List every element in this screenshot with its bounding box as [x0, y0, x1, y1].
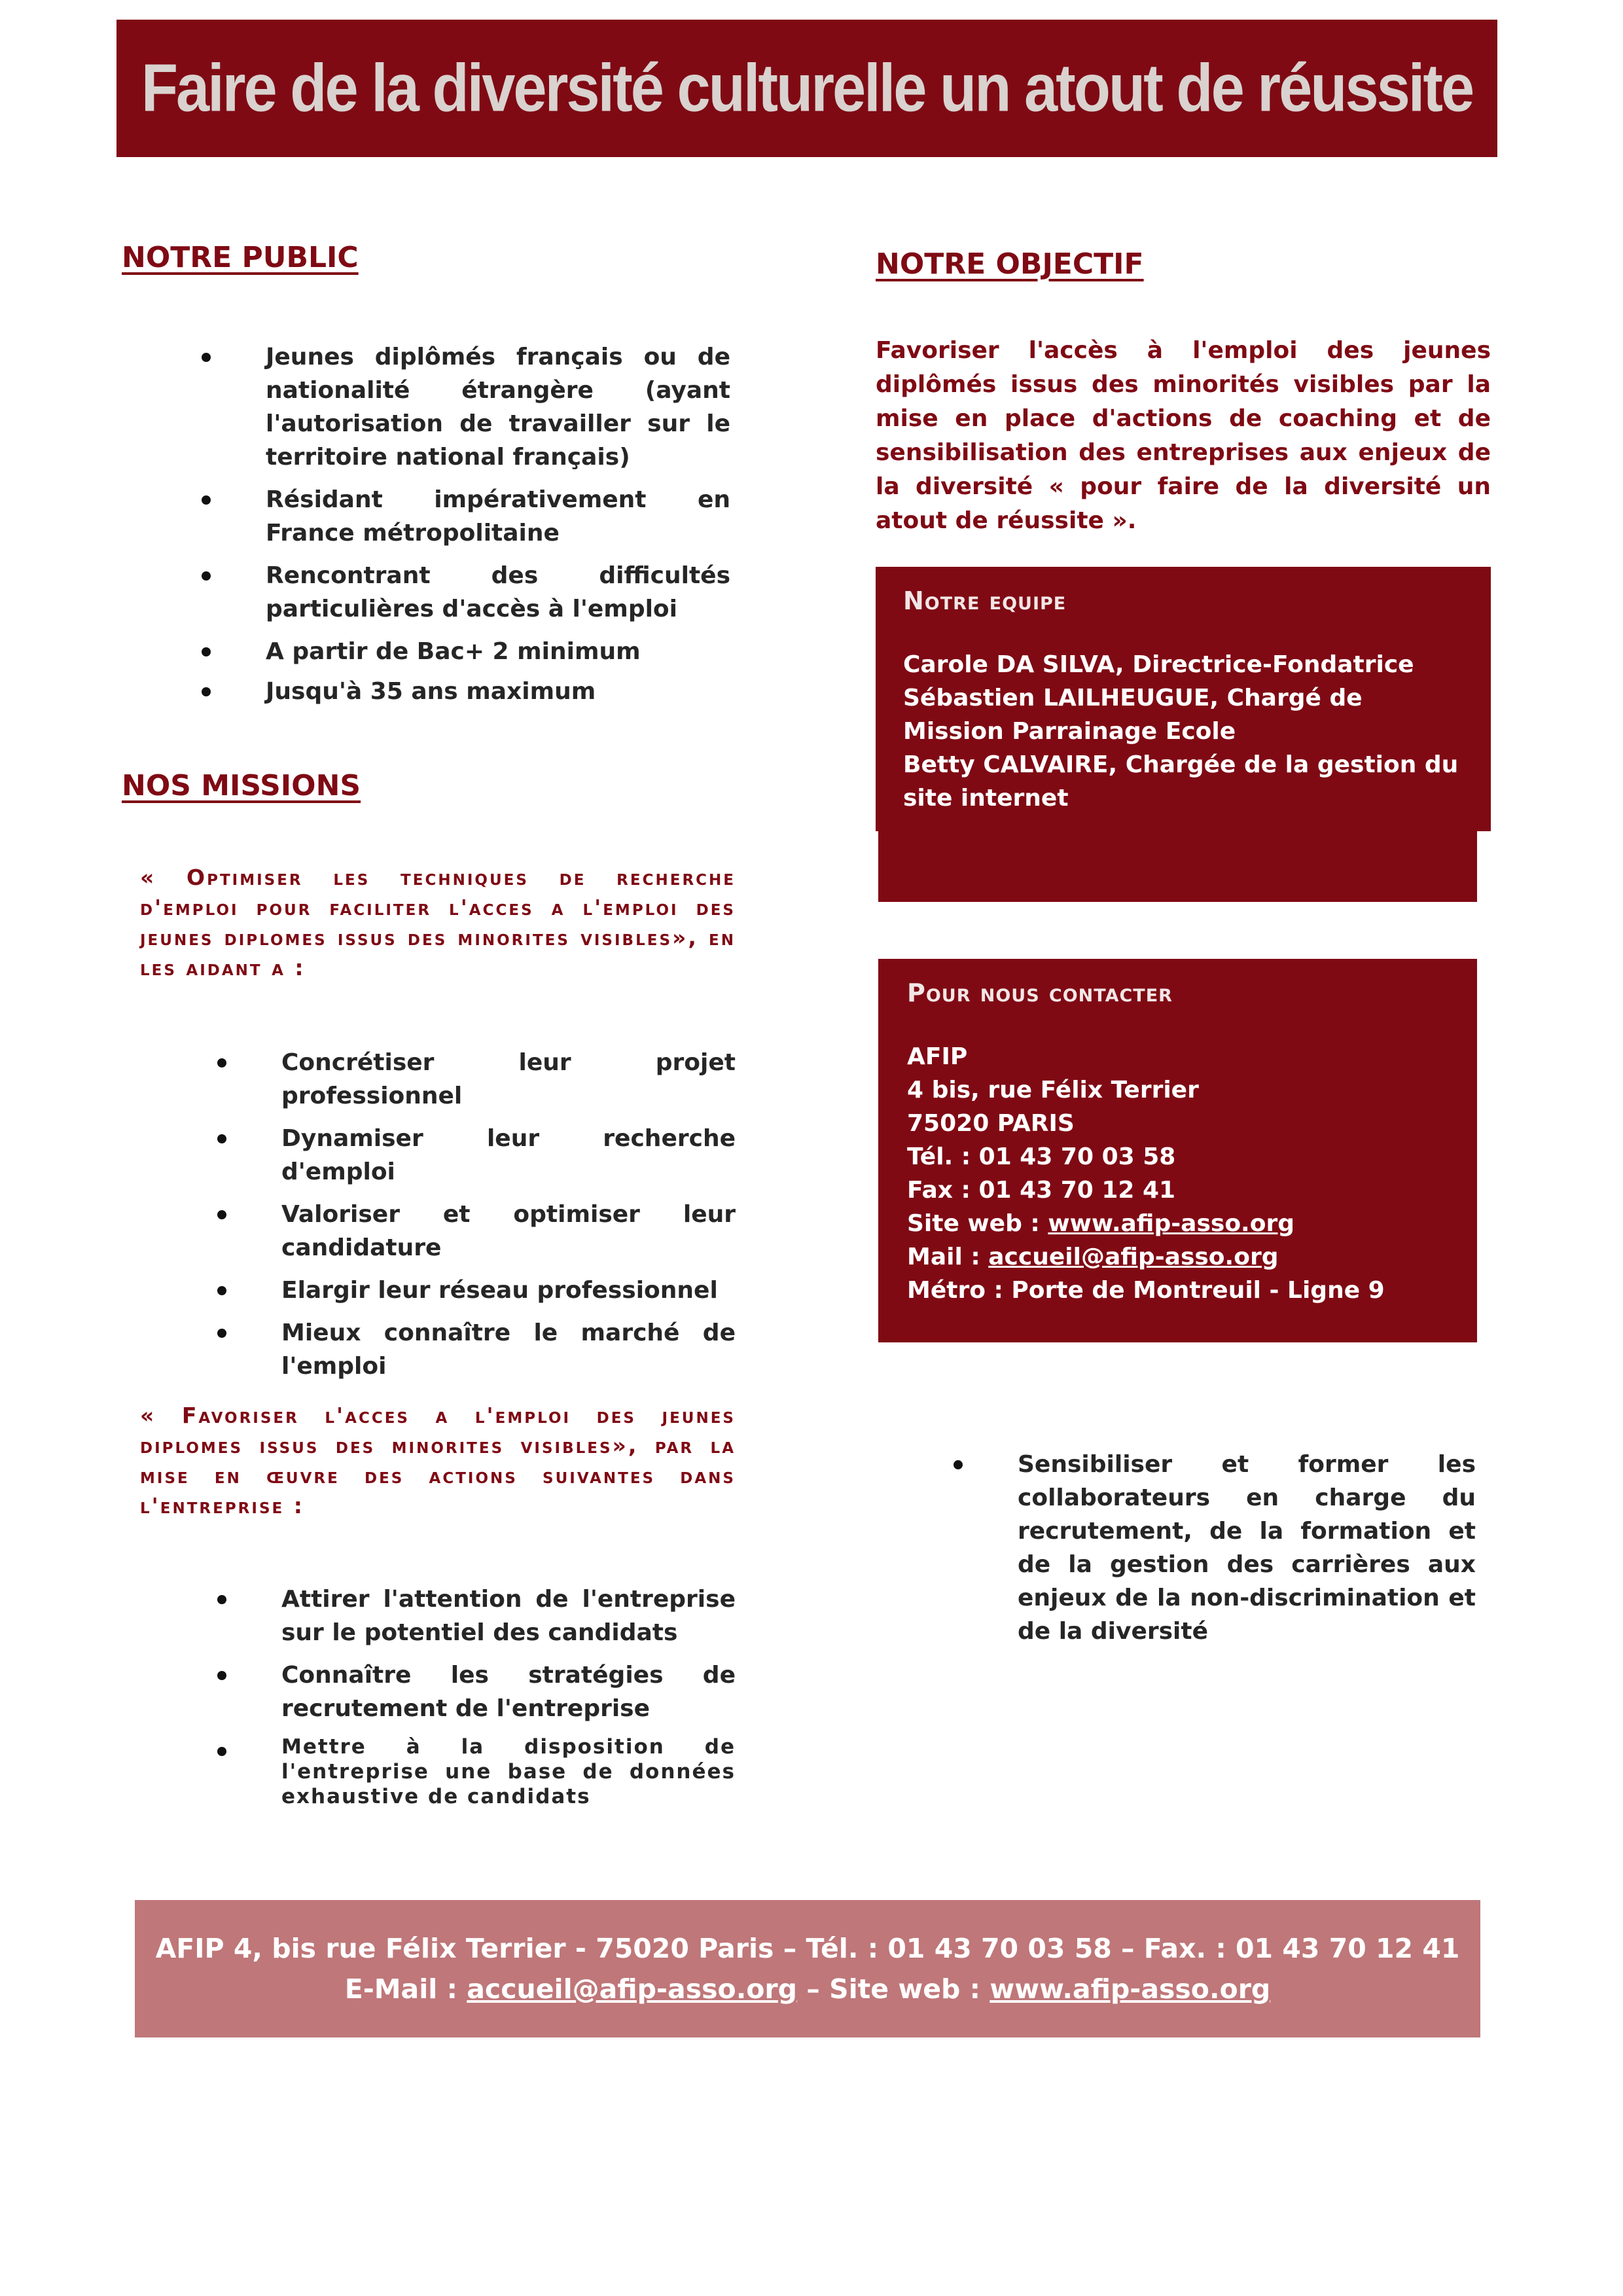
team-member: Sébastien LAILHEUGUE, Chargé de Mission Parrainage Ecole [903, 685, 1363, 745]
list-item: Concrétiser leur projet professionnel [281, 1046, 736, 1113]
public-heading: NOTRE PUBLIC [122, 241, 359, 274]
missions-list-2 [281, 1583, 736, 1818]
contact-city: 75020 PARIS [907, 1110, 1075, 1137]
contact-org: AFIP [907, 1043, 968, 1070]
contact-tel: Tél. : 01 43 70 03 58 [907, 1143, 1176, 1170]
list-item: Jeunes diplômés français ou de nationalité étrangère (ayant l'autorisation de travailler sur le territoire national français) [266, 340, 730, 474]
contact-fax: Fax : 01 43 70 12 41 [907, 1177, 1176, 1204]
team-title: Notre equipe [903, 586, 1067, 615]
list-item: Attirer l'attention de l'entreprise sur le potentiel des candidats [281, 1583, 736, 1649]
contact-mail-link[interactable]: accueil@afip-asso.org [988, 1244, 1279, 1270]
footer-separator: – Site web : [797, 1973, 990, 2005]
objective-text: Favoriser l'accès à l'emploi des jeunes diplômés issus des minorités visibles par la mise en place d'actions de coaching et de sensibilisation des entreprises aux enjeux de la diversité « pour faire de la diversité un atout de réussite ». [876, 337, 1491, 534]
contact-box [878, 959, 1477, 1342]
list-item: Sensibiliser et former les collaborateurs en charge du recrutement, de la formation et de la gestion des carrières aux enjeux de la non-discrimination et de la diversité [1018, 1448, 1476, 1648]
footer-email-link[interactable]: accueil@afip-asso.org [467, 1973, 798, 2005]
list-item: Elargir leur réseau professionnel [281, 1274, 736, 1307]
footer-email-label: E-Mail : [344, 1973, 467, 2005]
objective-heading: NOTRE OBJECTIF [876, 247, 1144, 281]
contact-mail-row [907, 1240, 1448, 1274]
missions-intro-2: « Favoriser l'acces a l'emploi des jeunes diplomes issus des minorites visibles», par la mise en œuvre des actions suivantes dans l'entreprise : [140, 1403, 736, 1518]
team-box [876, 567, 1491, 831]
missions-heading: NOS MISSIONS [122, 769, 361, 802]
missions-list-1 [281, 1046, 736, 1392]
list-item: Connaître les stratégies de recrutement de l'entreprise [281, 1659, 736, 1725]
team-member: Betty CALVAIRE, Chargée de la gestion du site internet [903, 751, 1459, 812]
public-list [266, 340, 730, 717]
list-item: Rencontrant des difficultés particulières d'accès à l'emploi [266, 559, 730, 626]
footer-web-link[interactable]: www.afip-asso.org [990, 1973, 1271, 2005]
contact-mail-label: Mail : [907, 1244, 989, 1270]
list-item: Résidant impérativement en France métropolitaine [266, 483, 730, 550]
contact-web-link[interactable]: www.afip-asso.org [1048, 1210, 1294, 1237]
team-member: Carole DA SILVA, Directrice-Fondatrice [903, 651, 1414, 678]
contact-web-row [907, 1207, 1448, 1240]
footer-bar [135, 1900, 1480, 2037]
missions-intro-1: « Optimiser les techniques de recherche d'emploi pour faciliter l'acces a l'emploi des jeunes diplomes issus des minorites visibles», en les aidant a : [140, 865, 736, 980]
contact-metro: Métro : Porte de Montreuil - Ligne 9 [907, 1277, 1385, 1304]
footer-address: AFIP 4, bis rue Félix Terrier - 75020 Paris – Tél. : 01 43 70 03 58 – Fax. : 01 43 70 12 41 [155, 1933, 1460, 1964]
page-title: Faire de la diversité culturelle un atout de réussite [141, 50, 1473, 126]
list-item: Valoriser et optimiser leur candidature [281, 1198, 736, 1265]
list-item: Mieux connaître le marché de l'emploi [281, 1316, 736, 1383]
contact-web-label: Site web : [907, 1210, 1048, 1237]
list-item: Dynamiser leur recherche d'emploi [281, 1122, 736, 1189]
contact-title: Pour nous contacter [907, 978, 1173, 1007]
missions-list-3 [1018, 1448, 1476, 1657]
list-item: A partir de Bac+ 2 minimum [266, 635, 730, 668]
title-banner [116, 20, 1497, 157]
team-box-tail [878, 831, 1477, 902]
list-item: Mettre à la disposition de l'entreprise une base de données exhaustive de candidats [281, 1735, 736, 1808]
list-item: Jusqu'à 35 ans maximum [266, 675, 730, 708]
contact-street: 4 bis, rue Félix Terrier [907, 1077, 1199, 1103]
footer-contact-row [345, 1969, 1271, 2009]
